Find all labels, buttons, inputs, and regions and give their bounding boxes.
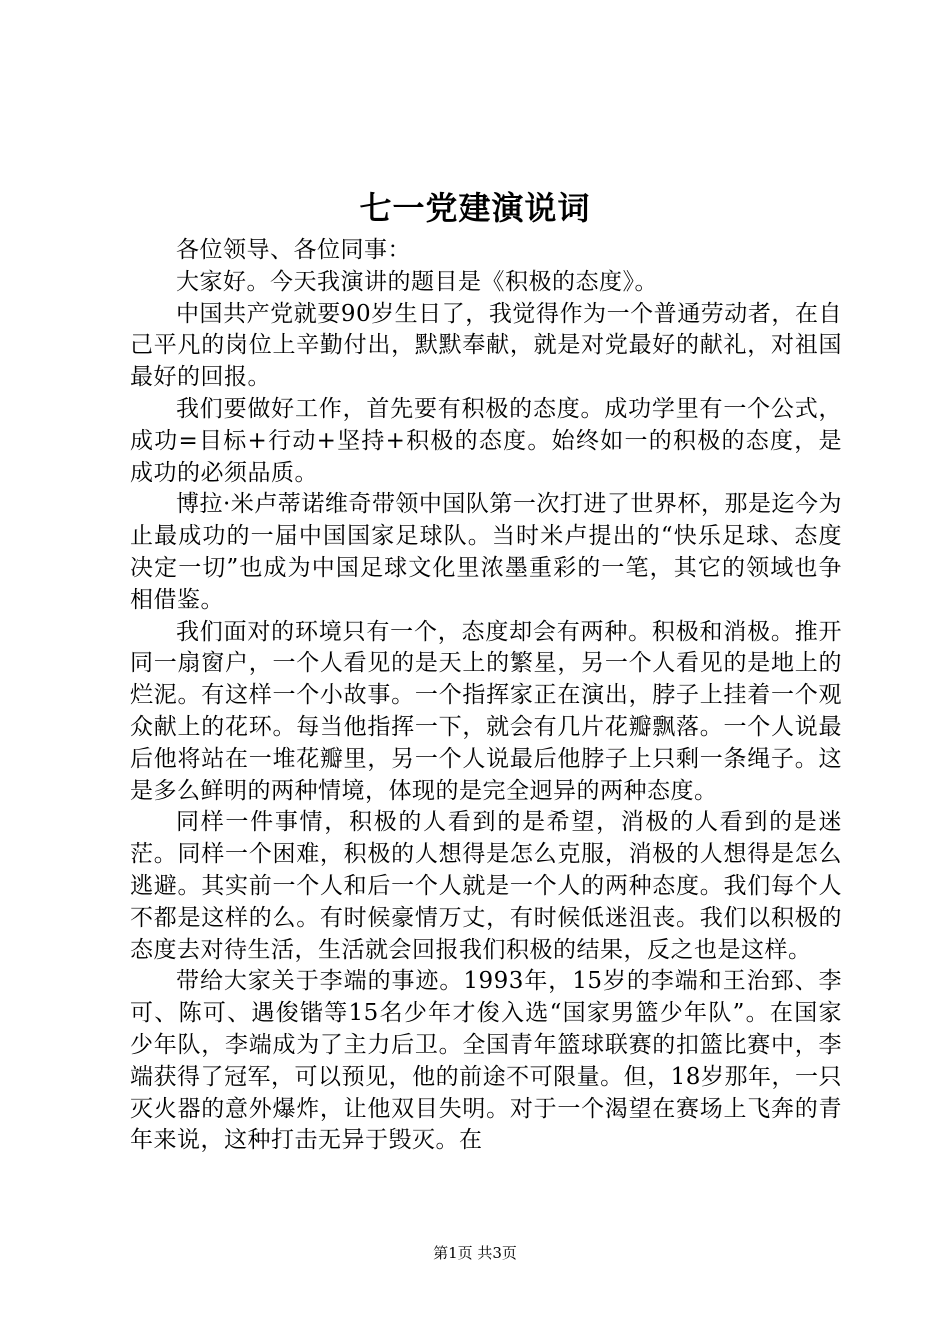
paragraph: 博拉·米卢蒂诺维奇带领中国队第一次打进了世界杯，那是迄今为止最成功的一届中国国家足球队。当时米卢提出的“快乐足球、态度决定一切”也成为中国足球文化里浓墨重彩的一笔，其它的领域也争相借鉴。 bbox=[130, 491, 842, 613]
page-title: 七一党建演说词 bbox=[359, 189, 591, 227]
paragraph-greeting: 各位领导、各位同事： bbox=[176, 237, 411, 263]
paragraph: 中国共产党就要90岁生日了，我觉得作为一个普通劳动者，在自己平凡的岗位上辛勤付出，默默奉献，就是对党最好的献礼，对祖国最好的回报。 bbox=[130, 300, 842, 391]
paragraph-intro: 大家好。今天我演讲的题目是《积极的态度》。 bbox=[176, 268, 658, 295]
page-footer: 第1页 共3页 bbox=[433, 1244, 517, 1262]
paragraph: 带给大家关于李端的事迹。1993年，15岁的李端和王治郅、李可、陈可、遇俊锴等15名少年才俊入选“国家男篮少年队”。在国家少年队，李端成为了主力后卫。全国青年篮球联赛的扣篮比赛中，李端获得了冠军，可以预见，他的前途不可限量。但，18岁那年，一只灭火器的意外爆炸，让他双目失明。对于一个渴望在赛场上飞奔的青年来说，这种打击无异于毁灭。在 bbox=[130, 968, 842, 1154]
paragraph: 同样一件事情，积极的人看到的是希望，消极的人看到的是迷茫。同样一个困难，积极的人想得是怎么克服，消极的人想得是怎么逃避。其实前一个人和后一个人就是一个人的两种态度。我们每个人不都是这样的么。有时候豪情万丈，有时候低迷沮丧。我们以积极的态度去对待生活，生活就会回报我们积极的结果，反之也是这样。 bbox=[130, 809, 842, 963]
paragraph: 我们要做好工作，首先要有积极的态度。成功学里有一个公式，成功=目标+行动+坚持+积极的态度。始终如一的积极的态度，是成功的必须品质。 bbox=[130, 395, 842, 486]
paragraph: 我们面对的环境只有一个，态度却会有两种。积极和消极。推开同一扇窗户，一个人看见的是天上的繁星，另一个人看见的是地上的烂泥。有这样一个小故事。一个指挥家正在演出，脖子上挂着一个观众献上的花环。每当他指挥一下，就会有几片花瓣飘落。一个人说最后他将站在一堆花瓣里，另一个人说最后他脖子上只剩一条绳子。这是多么鲜明的两种情境，体现的是完全迥异的两种态度。 bbox=[130, 618, 842, 804]
document-body bbox=[130, 235, 842, 1157]
